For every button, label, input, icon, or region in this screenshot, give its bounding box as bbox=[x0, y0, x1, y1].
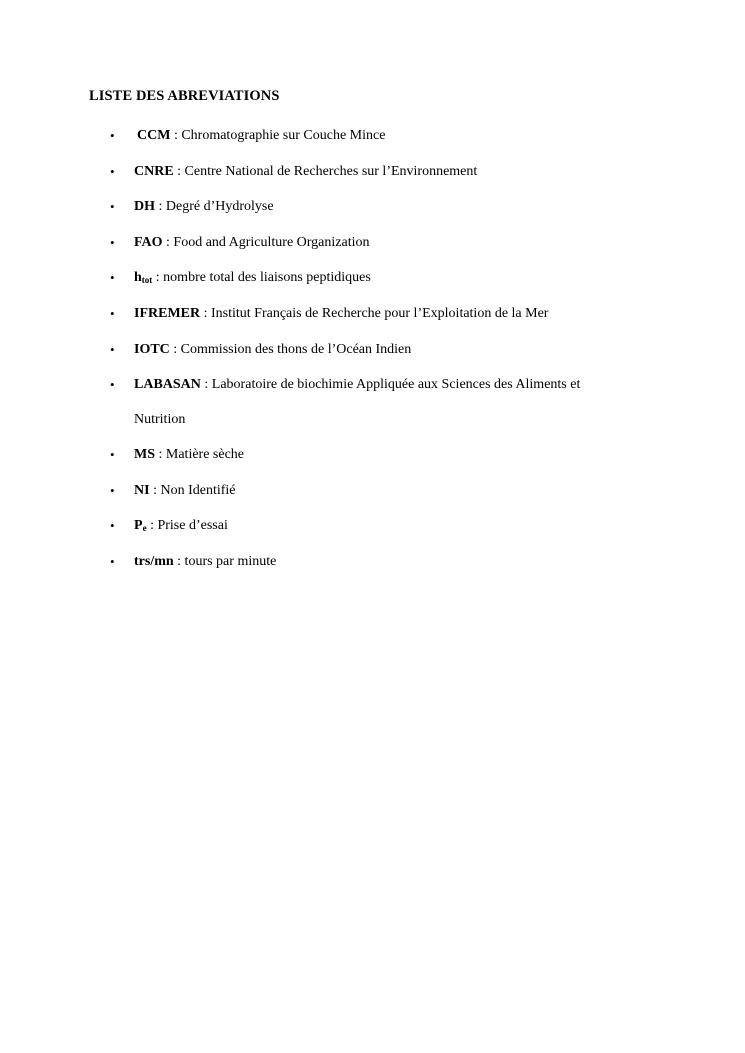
bullet-icon: • bbox=[110, 518, 115, 533]
bullet-icon: • bbox=[110, 447, 115, 462]
list-item-text bbox=[134, 553, 276, 571]
list-item-text bbox=[134, 446, 244, 464]
bullet-icon: • bbox=[110, 483, 115, 498]
list-item-text bbox=[134, 517, 228, 535]
page-title: LISTE DES ABREVIATIONS bbox=[89, 88, 280, 104]
bullet-icon: • bbox=[110, 270, 115, 285]
list-item-text bbox=[134, 163, 477, 181]
abbreviation-term: CNRE bbox=[134, 164, 174, 179]
abbreviation-definition: : Chromatographie sur Couche Mince bbox=[170, 128, 386, 143]
bullet-icon: • bbox=[110, 554, 115, 569]
list-item-text bbox=[134, 482, 235, 500]
abbreviation-term: IOTC bbox=[134, 342, 170, 357]
abbreviation-term-subscript: tot bbox=[141, 275, 153, 285]
list-item-continuation-text: Nutrition bbox=[134, 412, 186, 427]
abbreviation-term: MS bbox=[134, 447, 155, 462]
abbreviation-definition: : Institut Français de Recherche pour l’Exploitation de la Mer bbox=[200, 306, 549, 321]
abbreviation-definition: : nombre total des liaisons peptidiques bbox=[152, 270, 371, 285]
abbreviation-definition: : Degré d’Hydrolyse bbox=[155, 199, 274, 214]
bullet-icon: • bbox=[110, 377, 115, 392]
abbreviation-term-subscript: e bbox=[142, 523, 147, 533]
list-item-text bbox=[137, 127, 385, 145]
abbreviation-definition: : Matière sèche bbox=[155, 447, 245, 462]
abbreviation-definition: : tours par minute bbox=[173, 554, 277, 569]
list-item-text bbox=[134, 305, 548, 323]
abbreviation-definition: : Centre National de Recherches sur l’Environnement bbox=[173, 164, 478, 179]
abbreviation-definition: : Prise d’essai bbox=[146, 518, 228, 533]
abbreviation-term bbox=[134, 518, 147, 533]
bullet-icon: • bbox=[110, 164, 115, 179]
bullet-icon: • bbox=[110, 342, 115, 357]
abbreviation-term: FAO bbox=[134, 235, 163, 250]
abbreviation-term: trs/mn bbox=[134, 554, 174, 569]
abbreviation-term bbox=[134, 270, 152, 285]
abbreviation-definition: : Non Identifié bbox=[149, 483, 236, 498]
abbreviation-term: IFREMER bbox=[134, 306, 201, 321]
bullet-icon: • bbox=[110, 199, 115, 214]
abbreviation-term: LABASAN bbox=[134, 377, 201, 392]
abbreviation-term-base: P bbox=[134, 518, 143, 533]
abbreviation-term-base: h bbox=[134, 270, 142, 285]
abbreviation-definition: : Food and Agriculture Organization bbox=[162, 235, 370, 250]
list-item-text bbox=[134, 376, 580, 394]
abbreviation-definition: : Commission des thons de l’Océan Indien bbox=[169, 342, 412, 357]
abbreviation-term: DH bbox=[134, 199, 155, 214]
bullet-icon: • bbox=[110, 235, 115, 250]
list-item-text bbox=[134, 269, 371, 287]
abbreviation-definition: : Laboratoire de biochimie Appliquée aux Sciences des Aliments et bbox=[200, 377, 581, 392]
abbreviation-term: CCM bbox=[137, 128, 171, 143]
list-item-text bbox=[134, 341, 411, 359]
list-item-text bbox=[134, 234, 370, 252]
bullet-icon: • bbox=[110, 128, 115, 143]
list-item-text bbox=[134, 198, 274, 216]
abbreviation-term: NI bbox=[134, 483, 150, 498]
bullet-icon: • bbox=[110, 306, 115, 321]
